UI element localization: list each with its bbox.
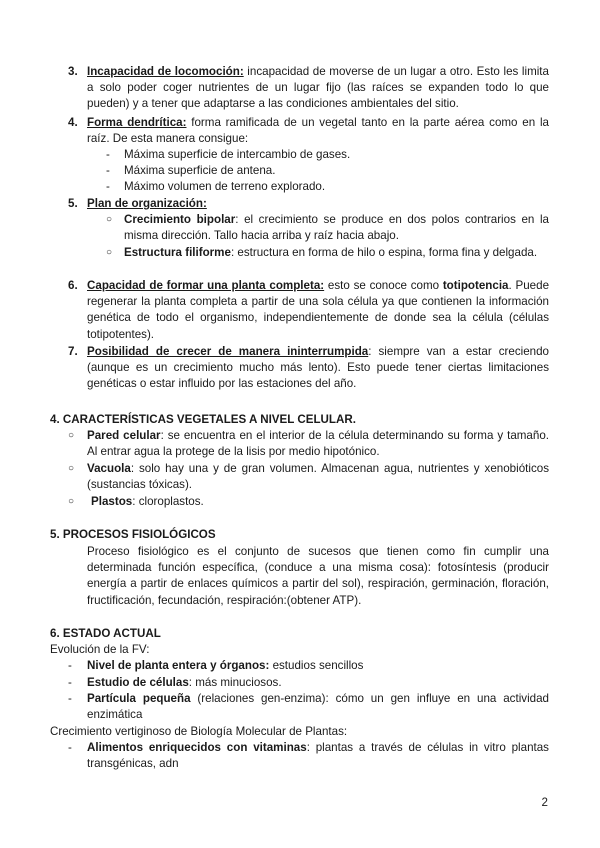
sub-item <box>124 245 549 261</box>
sub-item-title: Estructura filiforme <box>124 246 231 259</box>
item-title: Capacidad de formar una planta completa: <box>87 279 325 292</box>
list-item <box>87 196 549 212</box>
list-item <box>87 278 549 343</box>
item-title: Pared celular <box>87 429 161 442</box>
section-heading: 5. PROCESOS FISIOLÓGICOS <box>50 528 216 541</box>
list-item <box>87 461 549 493</box>
bullet-text: Máxima superficie de intercambio de gases. <box>124 148 351 161</box>
dash-bullet: - <box>106 164 110 177</box>
item-title: Plan de organización: <box>87 197 207 210</box>
item-text: incapacidad de moverse de un lugar a otro. Esto les limita a solo poder coger nutrientes de un lugar fijo (las raíces se expanden todo lo que pueden) y a tener que adaptarse a las condiciones ambientales del sitio. <box>87 65 549 111</box>
bullet-text: Máxima superficie de antena. <box>124 164 276 177</box>
list-item <box>87 344 549 393</box>
item-text: : plantas a través de células in vitro plantas transgénicas, adn <box>87 741 549 771</box>
bullet-text: Máximo volumen de terreno explorado. <box>124 180 326 193</box>
item-number: 3. <box>68 65 78 78</box>
list-item <box>87 115 549 147</box>
dash-bullet: - <box>68 741 72 754</box>
item-title: Posibilidad de crecer de manera ininterrumpida <box>87 345 369 358</box>
item-text: estudios sencillos <box>269 659 364 672</box>
section-intro: Crecimiento vertiginoso de Biología Molecular de Plantas: <box>50 725 348 738</box>
dash-bullet: - <box>68 692 72 705</box>
item-number: 5. <box>68 197 78 210</box>
item-number: 7. <box>68 345 78 358</box>
item-text: : cloroplastos. <box>132 495 204 508</box>
list-item <box>87 740 549 772</box>
item-bold-term: totipotencia <box>442 279 509 292</box>
list-item <box>91 494 549 510</box>
item-number: 4. <box>68 116 78 129</box>
item-title: Incapacidad de locomoción: <box>87 65 244 78</box>
list-item <box>87 428 549 460</box>
dash-bullet: - <box>106 148 110 161</box>
item-text: : solo hay una y de gran volumen. Almacenan agua, nutrientes y xenobióticos (sustancias tóxicas). <box>87 462 549 492</box>
list-item <box>87 658 549 674</box>
item-number: 6. <box>68 279 78 292</box>
section-heading: 6. ESTADO ACTUAL <box>50 627 161 640</box>
sub-item-text: : estructura en forma de hilo o espina, forma fina y delgada. <box>230 246 538 259</box>
section-paragraph: Proceso fisiológico es el conjunto de sucesos que tienen como fin cumplir una determinada función específica, (conduce a una misma cosa): fotosíntesis (producir energía a partir de enlaces químicos a partir del sol), respiración, germinación, floración, fructificación, fecundación, respiración:(obtener ATP). <box>87 545 549 607</box>
item-text: forma ramificada de un vegetal tanto en la parte aérea como en la raíz. De esta manera consigue: <box>87 116 549 146</box>
item-title: Plastos <box>91 495 133 508</box>
list-item <box>87 675 549 691</box>
item-title: Nivel de planta entera y órganos: <box>87 659 270 672</box>
dash-bullet: - <box>68 676 72 689</box>
circle-bullet: ○ <box>106 247 113 258</box>
section-intro: Evolución de la FV: <box>50 643 150 656</box>
page-number: 2 <box>541 796 548 809</box>
circle-bullet: ○ <box>68 463 75 474</box>
section-heading: 4. CARACTERÍSTICAS VEGETALES A NIVEL CELULAR. <box>50 413 356 426</box>
circle-bullet: ○ <box>68 430 75 441</box>
list-item <box>87 64 549 113</box>
item-text: (relaciones gen-enzima): cómo un gen influye en una actividad enzimática <box>87 692 549 722</box>
item-title: Estudio de células <box>87 676 189 689</box>
circle-bullet: ○ <box>68 496 75 507</box>
item-text: . Puede regenerar la planta completa a partir de una sola célula ya que contienen la información genética de todo el organismo, independientemente de donde sea la célula (células totipotentes). <box>87 279 550 341</box>
dash-bullet: - <box>106 180 110 193</box>
sub-item <box>124 212 549 244</box>
item-title: Alimentos enriquecidos con vitaminas <box>87 741 307 754</box>
circle-bullet: ○ <box>106 214 113 225</box>
item-title: Forma dendrítica: <box>87 116 187 129</box>
item-title: Partícula pequeña <box>87 692 191 705</box>
sub-item-text: : el crecimiento se produce en dos polos contrarios en la misma dirección. Tallo hacia arriba y raíz hacia abajo. <box>124 213 549 243</box>
item-text: : siempre van a estar creciendo (aunque es un crecimiento mucho más lento). Esto puede tener ciertas limitaciones genéticas o estar influido por las estaciones del año. <box>87 345 550 391</box>
list-item <box>87 691 549 723</box>
dash-bullet: - <box>68 659 72 672</box>
item-text: esto se conoce como <box>324 279 443 292</box>
sub-item-title: Crecimiento bipolar <box>124 213 236 226</box>
item-text: : más minuciosos. <box>188 676 282 689</box>
item-title: Vacuola <box>87 462 131 475</box>
item-text: : se encuentra en el interior de la célula determinando su forma y tamaño. Al entrar agua la protege de la lisis por medio hipotónico. <box>87 429 549 459</box>
